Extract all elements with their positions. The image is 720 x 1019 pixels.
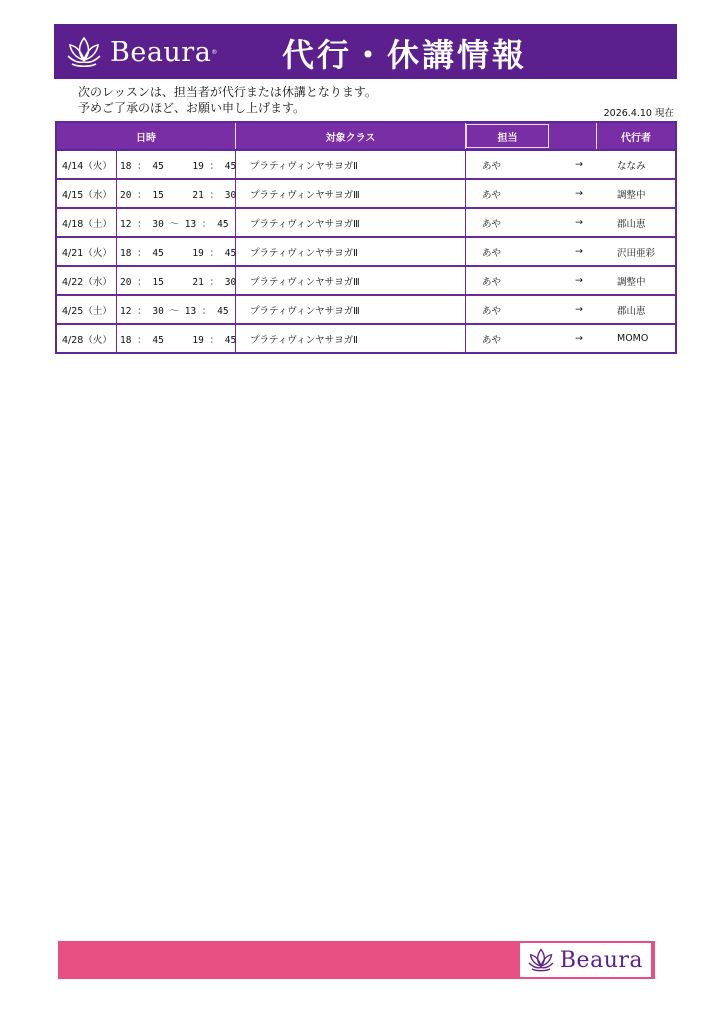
notice-line-1: 次のレッスンは、担当者が代行または休講となります。 [78, 85, 377, 99]
cell-time: 12 ： 30 ～ 13 ： 45 [117, 209, 236, 236]
notice-text [78, 84, 377, 116]
cell-class: プラティヴィンヤサヨガⅢ [236, 296, 466, 323]
cell-class: プラティヴィンヤサヨガⅢ [236, 267, 466, 294]
table-body [57, 151, 675, 352]
cell-substitute: MOMO [617, 333, 649, 344]
lotus-icon [526, 946, 556, 974]
brand-logo: Beaura ® [64, 32, 217, 72]
table-header [57, 123, 675, 151]
footer-bar [58, 941, 655, 979]
header-banner [54, 24, 677, 79]
table-row [57, 294, 675, 323]
table-row [57, 265, 675, 294]
arrow-icon: → [575, 275, 583, 286]
cell-time: 18 ： 45 19 ： 45 [117, 151, 236, 178]
arrow-icon: → [575, 304, 583, 315]
header-arrow [549, 123, 597, 149]
cell-substitute: 沢田亜彩 [617, 247, 656, 259]
cell-date: 4/22（水） [57, 267, 117, 294]
header-instructor: 担当 [466, 124, 549, 148]
cell-date: 4/21（火） [57, 238, 117, 265]
notice-line-2: 予めご了承のほど、お願い申し上げます。 [78, 101, 306, 115]
cell-substitute: ななみ [617, 160, 646, 172]
table-row [57, 207, 675, 236]
cell-class: プラティヴィンヤサヨガⅡ [236, 151, 466, 178]
cell-date: 4/18（土） [57, 209, 117, 236]
footer-brand-name: Beaura [559, 947, 643, 973]
cell-substitute: 郡山恵 [617, 305, 646, 317]
table-row [57, 323, 675, 352]
table-row [57, 236, 675, 265]
cell-instructor: あや [482, 218, 502, 230]
cell-class: プラティヴィンヤサヨガⅢ [236, 180, 466, 207]
cell-instructor: あや [482, 189, 502, 201]
cell-substitute: 郡山恵 [617, 218, 646, 230]
arrow-icon: → [575, 217, 583, 228]
arrow-icon: → [575, 333, 583, 344]
arrow-icon: → [575, 246, 583, 257]
cell-date: 4/25（土） [57, 296, 117, 323]
cell-class: プラティヴィンヤサヨガⅢ [236, 209, 466, 236]
cell-class: プラティヴィンヤサヨガⅡ [236, 325, 466, 352]
header-class: 対象クラス [236, 123, 466, 149]
cell-instructor: あや [482, 160, 502, 172]
cell-date: 4/14（火） [57, 151, 117, 178]
cell-date: 4/15（水） [57, 180, 117, 207]
lotus-icon [64, 34, 104, 70]
cell-instructor: あや [482, 305, 502, 317]
schedule-table [55, 121, 677, 354]
cell-date: 4/28（火） [57, 325, 117, 352]
footer-logo [520, 943, 651, 977]
cell-time: 18 ： 45 19 ： 45 [117, 238, 236, 265]
cell-time: 20 ： 15 21 ： 30 [117, 180, 236, 207]
cell-instructor: あや [482, 276, 502, 288]
header-substitute: 代行者 [621, 132, 651, 144]
header-date: 日時 [57, 123, 236, 149]
page-title: 代行・休講情報 [282, 36, 528, 74]
cell-instructor: あや [482, 334, 502, 346]
arrow-icon: → [575, 159, 583, 170]
cell-instructor: あや [482, 247, 502, 259]
table-row [57, 151, 675, 178]
cell-class: プラティヴィンヤサヨガⅡ [236, 238, 466, 265]
cell-time: 12 ： 30 ～ 13 ： 45 [117, 296, 236, 323]
cell-time: 18 ： 45 19 ： 45 [117, 325, 236, 352]
table-row [57, 178, 675, 207]
as-of-date: 2026.4.10 現在 [603, 108, 674, 119]
cell-substitute: 調整中 [617, 189, 646, 201]
arrow-icon: → [575, 188, 583, 199]
brand-name: Beaura [110, 36, 212, 68]
cell-substitute: 調整中 [617, 276, 646, 288]
cell-time: 20 ： 15 21 ： 30 [117, 267, 236, 294]
